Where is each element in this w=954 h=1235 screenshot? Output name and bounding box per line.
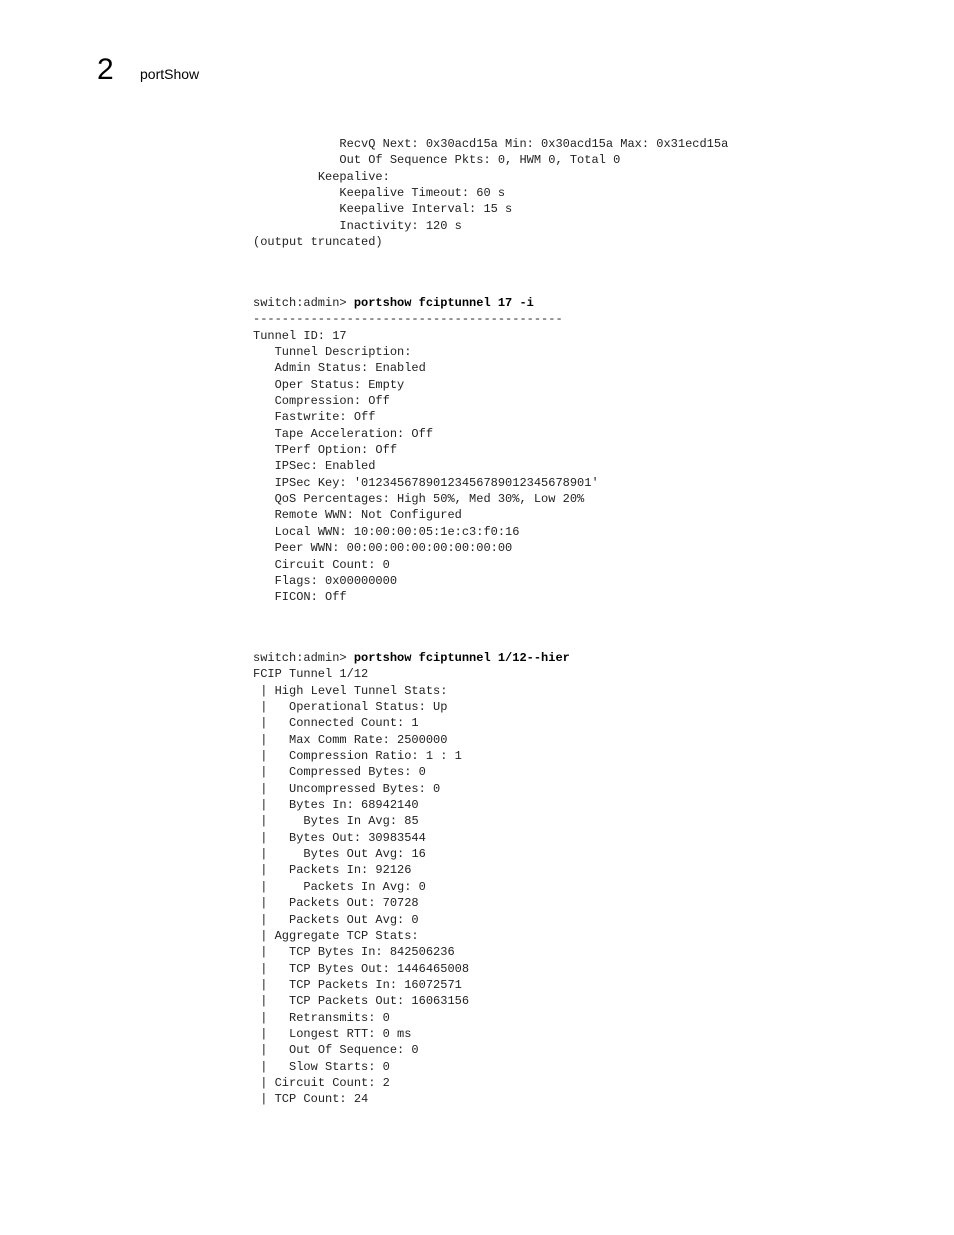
output-line bbox=[253, 683, 570, 699]
output-line-text: TCP Packets Out: 16063156 bbox=[289, 994, 470, 1009]
output-line bbox=[253, 1091, 570, 1107]
command-text: portshow fciptunnel 17 -i bbox=[353, 296, 534, 310]
output-line-indent bbox=[253, 590, 275, 604]
output-line-indent bbox=[253, 574, 275, 588]
output-line bbox=[253, 458, 599, 474]
output-line bbox=[253, 185, 728, 201]
output-line-indent bbox=[253, 558, 275, 572]
output-line-indent: | bbox=[253, 814, 304, 829]
output-line-text: Packets Out: 70728 bbox=[289, 896, 419, 911]
output-line-indent: | bbox=[253, 830, 290, 845]
output-line bbox=[253, 1075, 570, 1091]
output-line-indent bbox=[253, 170, 318, 184]
output-line bbox=[253, 912, 570, 928]
output-line-text: TPerf Option: Off bbox=[274, 443, 398, 458]
output-line-indent: | bbox=[253, 1092, 275, 1107]
output-line bbox=[253, 993, 570, 1009]
output-line-text: Keepalive Timeout: 60 s bbox=[339, 186, 506, 201]
output-line-indent bbox=[253, 219, 339, 233]
output-line-indent bbox=[253, 459, 275, 473]
output-line-indent bbox=[253, 541, 275, 555]
output-line-indent bbox=[253, 378, 275, 392]
output-line-indent: | bbox=[253, 994, 290, 1009]
output-line-text: Retransmits: 0 bbox=[289, 1010, 390, 1025]
output-line-text: Tunnel Description: bbox=[274, 345, 412, 360]
output-line-text: Tunnel ID: 17 bbox=[253, 328, 347, 343]
output-line-text: Packets Out Avg: 0 bbox=[289, 912, 419, 927]
output-line-text: Operational Status: Up bbox=[289, 700, 448, 715]
output-line-indent bbox=[253, 345, 275, 359]
output-line-indent: | bbox=[253, 896, 290, 911]
output-line-text: TCP Bytes Out: 1446465008 bbox=[289, 961, 470, 976]
output-line bbox=[253, 715, 570, 731]
output-line-text: Bytes Out: 30983544 bbox=[289, 830, 426, 845]
output-line-indent: | bbox=[253, 879, 304, 894]
output-line-text: Tape Acceleration: Off bbox=[274, 426, 434, 441]
output-line bbox=[253, 1042, 570, 1058]
output-line-text: Remote WWN: Not Configured bbox=[274, 508, 462, 523]
output-line-text: Uncompressed Bytes: 0 bbox=[289, 781, 441, 796]
output-line-text: Keepalive Interval: 15 s bbox=[339, 202, 513, 217]
output-line-text: IPSec: Enabled bbox=[274, 459, 376, 474]
command-prompt: switch:admin> bbox=[253, 651, 354, 665]
output-line-text: Bytes In Avg: 85 bbox=[303, 814, 419, 829]
output-line bbox=[253, 977, 570, 993]
code-block-portshow-tunnel-hier bbox=[253, 650, 570, 1108]
output-line bbox=[253, 524, 599, 540]
output-line-text: FCIP Tunnel 1/12 bbox=[253, 667, 369, 682]
output-line bbox=[253, 813, 570, 829]
output-line-text: Oper Status: Empty bbox=[274, 377, 405, 392]
output-line-text: TCP Count: 24 bbox=[274, 1092, 369, 1107]
output-line-text: Slow Starts: 0 bbox=[289, 1059, 390, 1074]
output-line-indent: | bbox=[253, 1075, 275, 1090]
output-line bbox=[253, 234, 728, 250]
output-line-indent bbox=[253, 476, 275, 490]
output-line-indent: | bbox=[253, 961, 290, 976]
output-line-indent: | bbox=[253, 765, 290, 780]
output-line bbox=[253, 895, 570, 911]
output-line bbox=[253, 218, 728, 234]
output-line-text: High Level Tunnel Stats: bbox=[274, 683, 448, 698]
output-line-indent: | bbox=[253, 1010, 290, 1025]
output-line-indent: | bbox=[253, 977, 290, 992]
output-line-text: Max Comm Rate: 2500000 bbox=[289, 732, 448, 747]
output-line-indent bbox=[253, 492, 275, 506]
output-line bbox=[253, 1010, 570, 1026]
chapter-number: 2 bbox=[97, 53, 114, 86]
command-line bbox=[253, 650, 570, 666]
output-line-indent: | bbox=[253, 798, 290, 813]
output-line bbox=[253, 540, 599, 556]
output-line bbox=[253, 748, 570, 764]
output-line bbox=[253, 928, 570, 944]
output-line-indent bbox=[253, 394, 275, 408]
output-line bbox=[253, 879, 570, 895]
output-line bbox=[253, 491, 599, 507]
output-line bbox=[253, 475, 599, 491]
output-line-indent: | bbox=[253, 1043, 290, 1058]
output-line-indent bbox=[253, 525, 275, 539]
output-line bbox=[253, 344, 599, 360]
output-line-indent bbox=[253, 361, 275, 375]
output-line-indent: | bbox=[253, 700, 290, 715]
output-line-text: ------------------------------------------- bbox=[253, 312, 563, 327]
output-line-text: Admin Status: Enabled bbox=[274, 361, 426, 376]
output-line bbox=[253, 1059, 570, 1075]
output-line-indent bbox=[253, 153, 339, 167]
output-line bbox=[253, 328, 599, 344]
output-line-text: Bytes Out Avg: 16 bbox=[303, 847, 426, 862]
output-line bbox=[253, 862, 570, 878]
output-line-text: Fastwrite: Off bbox=[274, 410, 376, 425]
output-line-text: Aggregate TCP Stats: bbox=[274, 928, 419, 943]
output-line-text: Longest RTT: 0 ms bbox=[289, 1026, 412, 1041]
output-line-text: Compression: Off bbox=[274, 394, 390, 409]
output-line-indent: | bbox=[253, 1026, 290, 1041]
output-line-indent: | bbox=[253, 847, 304, 862]
output-line bbox=[253, 360, 599, 376]
output-line bbox=[253, 699, 570, 715]
output-line bbox=[253, 1026, 570, 1042]
output-line-indent bbox=[253, 137, 339, 151]
output-line-indent: | bbox=[253, 732, 290, 747]
output-line bbox=[253, 442, 599, 458]
output-line bbox=[253, 136, 728, 152]
output-line-text: Connected Count: 1 bbox=[289, 716, 419, 731]
output-line bbox=[253, 797, 570, 813]
output-line-text: (output truncated) bbox=[253, 235, 383, 250]
code-block-output-continued bbox=[253, 136, 728, 250]
output-line-indent: | bbox=[253, 781, 290, 796]
output-line bbox=[253, 169, 728, 185]
output-line-text: FICON: Off bbox=[274, 590, 347, 605]
output-line-indent: | bbox=[253, 912, 290, 927]
output-line bbox=[253, 830, 570, 846]
output-line-indent: | bbox=[253, 1059, 290, 1074]
output-line bbox=[253, 426, 599, 442]
command-text: portshow fciptunnel 1/12--hier bbox=[353, 651, 570, 665]
output-line-text: Circuit Count: 0 bbox=[274, 557, 390, 572]
output-line bbox=[253, 152, 728, 168]
output-line-text: IPSec Key: '01234567890123456789012345678901' bbox=[274, 475, 599, 490]
output-line-indent: | bbox=[253, 863, 290, 878]
output-line-text: Out Of Sequence: 0 bbox=[289, 1043, 419, 1058]
command-line bbox=[253, 295, 599, 311]
output-line-text: Compression Ratio: 1 : 1 bbox=[289, 749, 462, 764]
output-line bbox=[253, 846, 570, 862]
output-line bbox=[253, 961, 570, 977]
output-line bbox=[253, 409, 599, 425]
output-line bbox=[253, 764, 570, 780]
output-line bbox=[253, 573, 599, 589]
output-line-text: Circuit Count: 2 bbox=[274, 1075, 390, 1090]
section-title: portShow bbox=[140, 66, 200, 82]
output-line-indent bbox=[253, 427, 275, 441]
output-line bbox=[253, 393, 599, 409]
output-line-indent: | bbox=[253, 716, 290, 731]
command-prompt: switch:admin> bbox=[253, 296, 354, 310]
output-line-indent: | bbox=[253, 928, 275, 943]
output-line bbox=[253, 557, 599, 573]
output-line bbox=[253, 377, 599, 393]
output-line-text: Packets In: 92126 bbox=[289, 863, 412, 878]
output-line-indent bbox=[253, 443, 275, 457]
output-line-text: Bytes In: 68942140 bbox=[289, 798, 419, 813]
output-line-indent: | bbox=[253, 945, 290, 960]
output-line bbox=[253, 311, 599, 327]
output-line-indent bbox=[253, 202, 339, 216]
output-line bbox=[253, 589, 599, 605]
output-line bbox=[253, 732, 570, 748]
output-line-text: QoS Percentages: High 50%, Med 30%, Low 20% bbox=[274, 492, 585, 507]
output-line bbox=[253, 666, 570, 682]
output-line bbox=[253, 201, 728, 217]
output-line-text: TCP Bytes In: 842506236 bbox=[289, 945, 455, 960]
output-line-indent bbox=[253, 410, 275, 424]
output-line-indent: | bbox=[253, 749, 290, 764]
output-line-indent bbox=[253, 186, 339, 200]
output-line bbox=[253, 944, 570, 960]
output-line-indent: | bbox=[253, 683, 275, 698]
output-line-text: Out Of Sequence Pkts: 0, HWM 0, Total 0 bbox=[339, 153, 621, 168]
output-line bbox=[253, 781, 570, 797]
output-line-text: RecvQ Next: 0x30acd15a Min: 0x30acd15a Max: 0x31ecd15a bbox=[339, 137, 729, 151]
output-line-text: Flags: 0x00000000 bbox=[274, 573, 398, 588]
output-line-text: Peer WWN: 00:00:00:00:00:00:00:00 bbox=[274, 541, 513, 556]
output-line-text: Compressed Bytes: 0 bbox=[289, 765, 426, 780]
output-line bbox=[253, 507, 599, 523]
output-line-text: TCP Packets In: 16072571 bbox=[289, 977, 462, 992]
output-line-indent bbox=[253, 508, 275, 522]
code-block-portshow-tunnel-17 bbox=[253, 295, 599, 606]
output-line-text: Inactivity: 120 s bbox=[339, 218, 462, 233]
output-line-text: Keepalive: bbox=[317, 169, 390, 184]
output-line-text: Packets In Avg: 0 bbox=[303, 879, 426, 894]
output-line-text: Local WWN: 10:00:00:05:1e:c3:f0:16 bbox=[274, 524, 520, 539]
